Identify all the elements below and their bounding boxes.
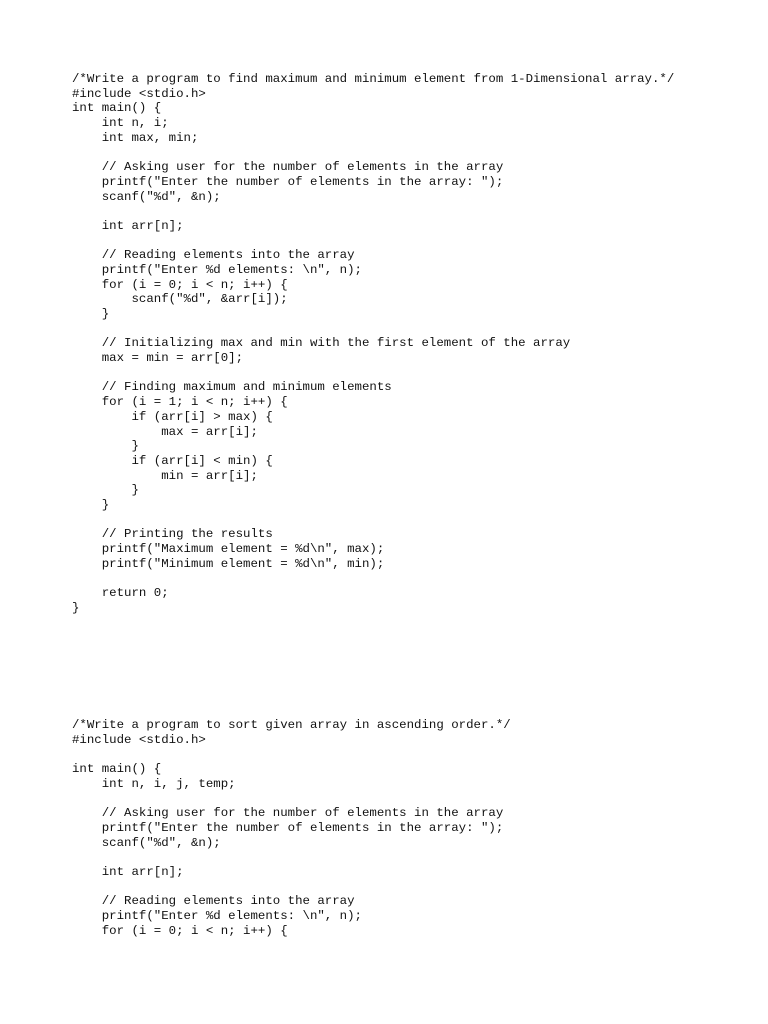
code-line: /*Write a program to sort given array in ascending order.*/ bbox=[72, 718, 511, 732]
code-line: int n, i; bbox=[72, 116, 169, 131]
code-line: #include <stdio.h> bbox=[72, 86, 206, 101]
code-line: max = arr[i]; bbox=[72, 424, 258, 439]
code-line bbox=[72, 747, 511, 762]
code-line: // Reading elements into the array bbox=[72, 894, 355, 909]
code-line bbox=[72, 204, 674, 219]
code-line: printf("Enter the number of elements in the array: "); bbox=[72, 820, 504, 835]
code-line: // Printing the results bbox=[72, 527, 273, 542]
code-line: } bbox=[72, 600, 80, 615]
code-line bbox=[72, 234, 674, 249]
code-line: for (i = 0; i < n; i++) { bbox=[72, 923, 288, 938]
code-line: } bbox=[72, 439, 139, 454]
code-line: min = arr[i]; bbox=[72, 468, 258, 483]
code-line: int main() { bbox=[72, 101, 162, 116]
code-line bbox=[72, 571, 674, 586]
code-line: /*Write a program to find maximum and minimum element from 1-Dimensional array.*/ bbox=[72, 72, 675, 86]
code-line: int main() { bbox=[72, 762, 162, 777]
code-line: if (arr[i] < min) { bbox=[72, 453, 273, 468]
code-line bbox=[72, 850, 511, 865]
code-line: } bbox=[72, 307, 110, 321]
code-line bbox=[72, 322, 674, 337]
code-line: // Reading elements into the array bbox=[72, 248, 355, 263]
code-line: printf("Enter the number of elements in the array: "); bbox=[72, 174, 504, 189]
code-line: printf("Enter %d elements: \n", n); bbox=[72, 262, 362, 277]
code-block-min-max bbox=[72, 72, 674, 615]
code-block-sort bbox=[72, 718, 511, 938]
code-line bbox=[72, 513, 674, 528]
code-line: scanf("%d", &arr[i]); bbox=[72, 292, 288, 307]
code-line bbox=[72, 791, 511, 806]
code-line: max = min = arr[0]; bbox=[72, 351, 244, 366]
code-line: printf("Enter %d elements: \n", n); bbox=[72, 908, 362, 923]
code-line: // Asking user for the number of elements in the array bbox=[72, 160, 504, 175]
code-line bbox=[72, 880, 511, 895]
code-line: } bbox=[72, 483, 139, 498]
code-line: scanf("%d", &n); bbox=[72, 835, 221, 850]
code-line: printf("Maximum element = %d\n", max); bbox=[72, 542, 385, 556]
code-line: // Finding maximum and minimum elements bbox=[72, 380, 392, 395]
code-line: // Asking user for the number of elements in the array bbox=[72, 806, 504, 821]
code-line: if (arr[i] > max) { bbox=[72, 409, 273, 424]
code-line: for (i = 1; i < n; i++) { bbox=[72, 395, 288, 410]
code-line bbox=[72, 366, 674, 381]
code-line: return 0; bbox=[72, 586, 169, 601]
code-line: int max, min; bbox=[72, 130, 199, 145]
code-line: } bbox=[72, 497, 110, 512]
code-line: printf("Minimum element = %d\n", min); bbox=[72, 556, 385, 571]
code-line: scanf("%d", &n); bbox=[72, 189, 221, 204]
code-line: // Initializing max and min with the first element of the array bbox=[72, 336, 571, 351]
code-line: int arr[n]; bbox=[72, 218, 184, 233]
code-line: for (i = 0; i < n; i++) { bbox=[72, 277, 288, 292]
code-line: int n, i, j, temp; bbox=[72, 776, 236, 791]
code-line: #include <stdio.h> bbox=[72, 732, 206, 747]
code-line bbox=[72, 145, 674, 160]
code-line: int arr[n]; bbox=[72, 864, 184, 879]
